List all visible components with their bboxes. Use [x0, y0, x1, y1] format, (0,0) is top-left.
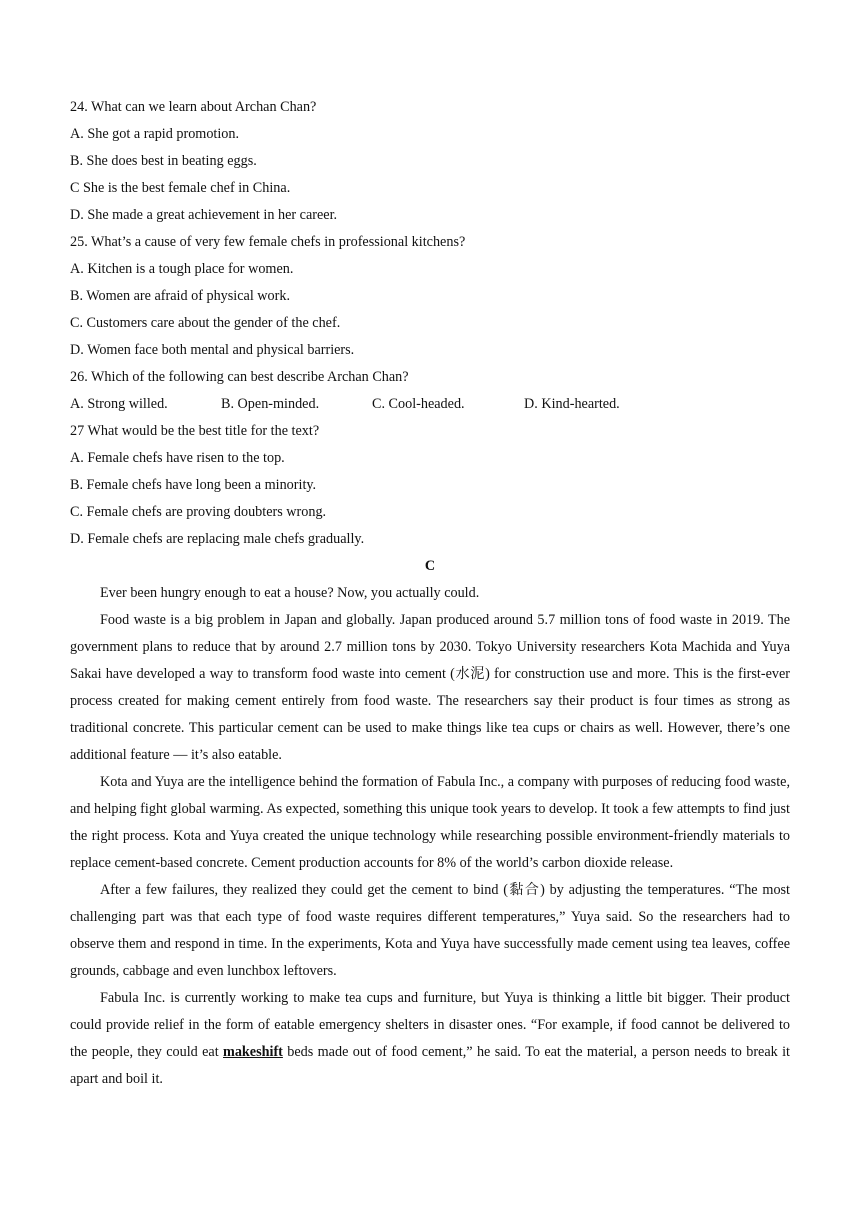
options-row: [70, 391, 790, 418]
paragraph-5-text-before: Fabula Inc. is currently working to make tea cups and furniture, but Yuya is thinking a little bit bigger. Their product could provide relief in the form of eatable emergency shelters in disaster ones. “For example, if food cannot be delivered to the people, they could eat: [70, 990, 790, 1060]
option-b: B. Female chefs have long been a minority.: [70, 477, 317, 493]
question-stem: 24. What can we learn about Archan Chan?: [70, 99, 317, 115]
question-24: [70, 94, 790, 229]
option-a: A. Female chefs have risen to the top.: [70, 450, 285, 466]
option-d: D. Kind-hearted.: [524, 396, 620, 412]
option-b: B. She does best in beating eggs.: [70, 153, 257, 169]
option-d: D. Female chefs are replacing male chefs gradually.: [70, 531, 365, 547]
question-25: [70, 229, 790, 364]
question-stem: 25. What’s a cause of very few female chefs in professional kitchens?: [70, 234, 466, 250]
question-stem: 27 What would be the best title for the text?: [70, 423, 320, 439]
paragraph-5: [70, 985, 790, 1093]
option-d: D. Women face both mental and physical barriers.: [70, 342, 355, 358]
section-heading: C: [424, 558, 436, 574]
paragraph-2: Food waste is a big problem in Japan and globally. Japan produced around 5.7 million tons of food waste in 2019. The government plans to reduce that by around 2.7 million tons by 2030. Tokyo University researchers Kota Machida and Yuya Sakai have developed a way to transform food waste into cement (水泥) for construction use and more. This is the first-ever process created for making cement entirely from food waste. The researchers say their product is four times as strong as traditional concrete. This particular cement can be used to make things like tea cups or chairs as well. However, there’s one additional feature — it’s also eatable.: [70, 612, 790, 763]
option-a: A. Kitchen is a tough place for women.: [70, 261, 294, 277]
option-c: C. Cool-headed.: [372, 396, 465, 412]
option-b: B. Open-minded.: [221, 396, 320, 412]
option-b: B. Women are afraid of physical work.: [70, 288, 291, 304]
paragraph-3: Kota and Yuya are the intelligence behind the formation of Fabula Inc., a company with purposes of reducing food waste, and helping fight global warming. As expected, something this unique took years to develop. It took a few attempts to find just the right process. Kota and Yuya created the unique technology while researching possible environment-friendly materials to replace cement-based concrete. Cement production accounts for 8% of the world’s carbon dioxide release.: [70, 774, 790, 871]
question-27: [70, 418, 790, 553]
paragraph-1: Ever been hungry enough to eat a house? Now, you actually could.: [100, 585, 480, 601]
question-stem: 26. Which of the following can best describe Archan Chan?: [70, 369, 409, 385]
question-26: [70, 364, 790, 418]
option-c: C She is the best female chef in China.: [70, 180, 291, 196]
option-a: A. Strong willed.: [70, 396, 168, 412]
option-c: C. Customers care about the gender of the chef.: [70, 315, 341, 331]
paragraph-5-text-after: beds made out of food cement,” he said. To eat the material, a person needs to break it apart and boil it.: [70, 1044, 790, 1087]
option-d: D. She made a great achievement in her career.: [70, 207, 338, 223]
option-c: C. Female chefs are proving doubters wrong.: [70, 504, 327, 520]
option-a: A. She got a rapid promotion.: [70, 126, 240, 142]
keyword-makeshift: makeshift: [223, 1044, 283, 1060]
paragraph-4: After a few failures, they realized they could get the cement to bind (黏合) by adjusting the temperatures. “The most challenging part was that each type of food waste requires different temperatures,” Yuya said. So the researchers had to observe them and respond in time. In the experiments, Kota and Yuya have successfully made cement using tea leaves, coffee grounds, cabbage and even lunchbox leftovers.: [70, 882, 790, 979]
